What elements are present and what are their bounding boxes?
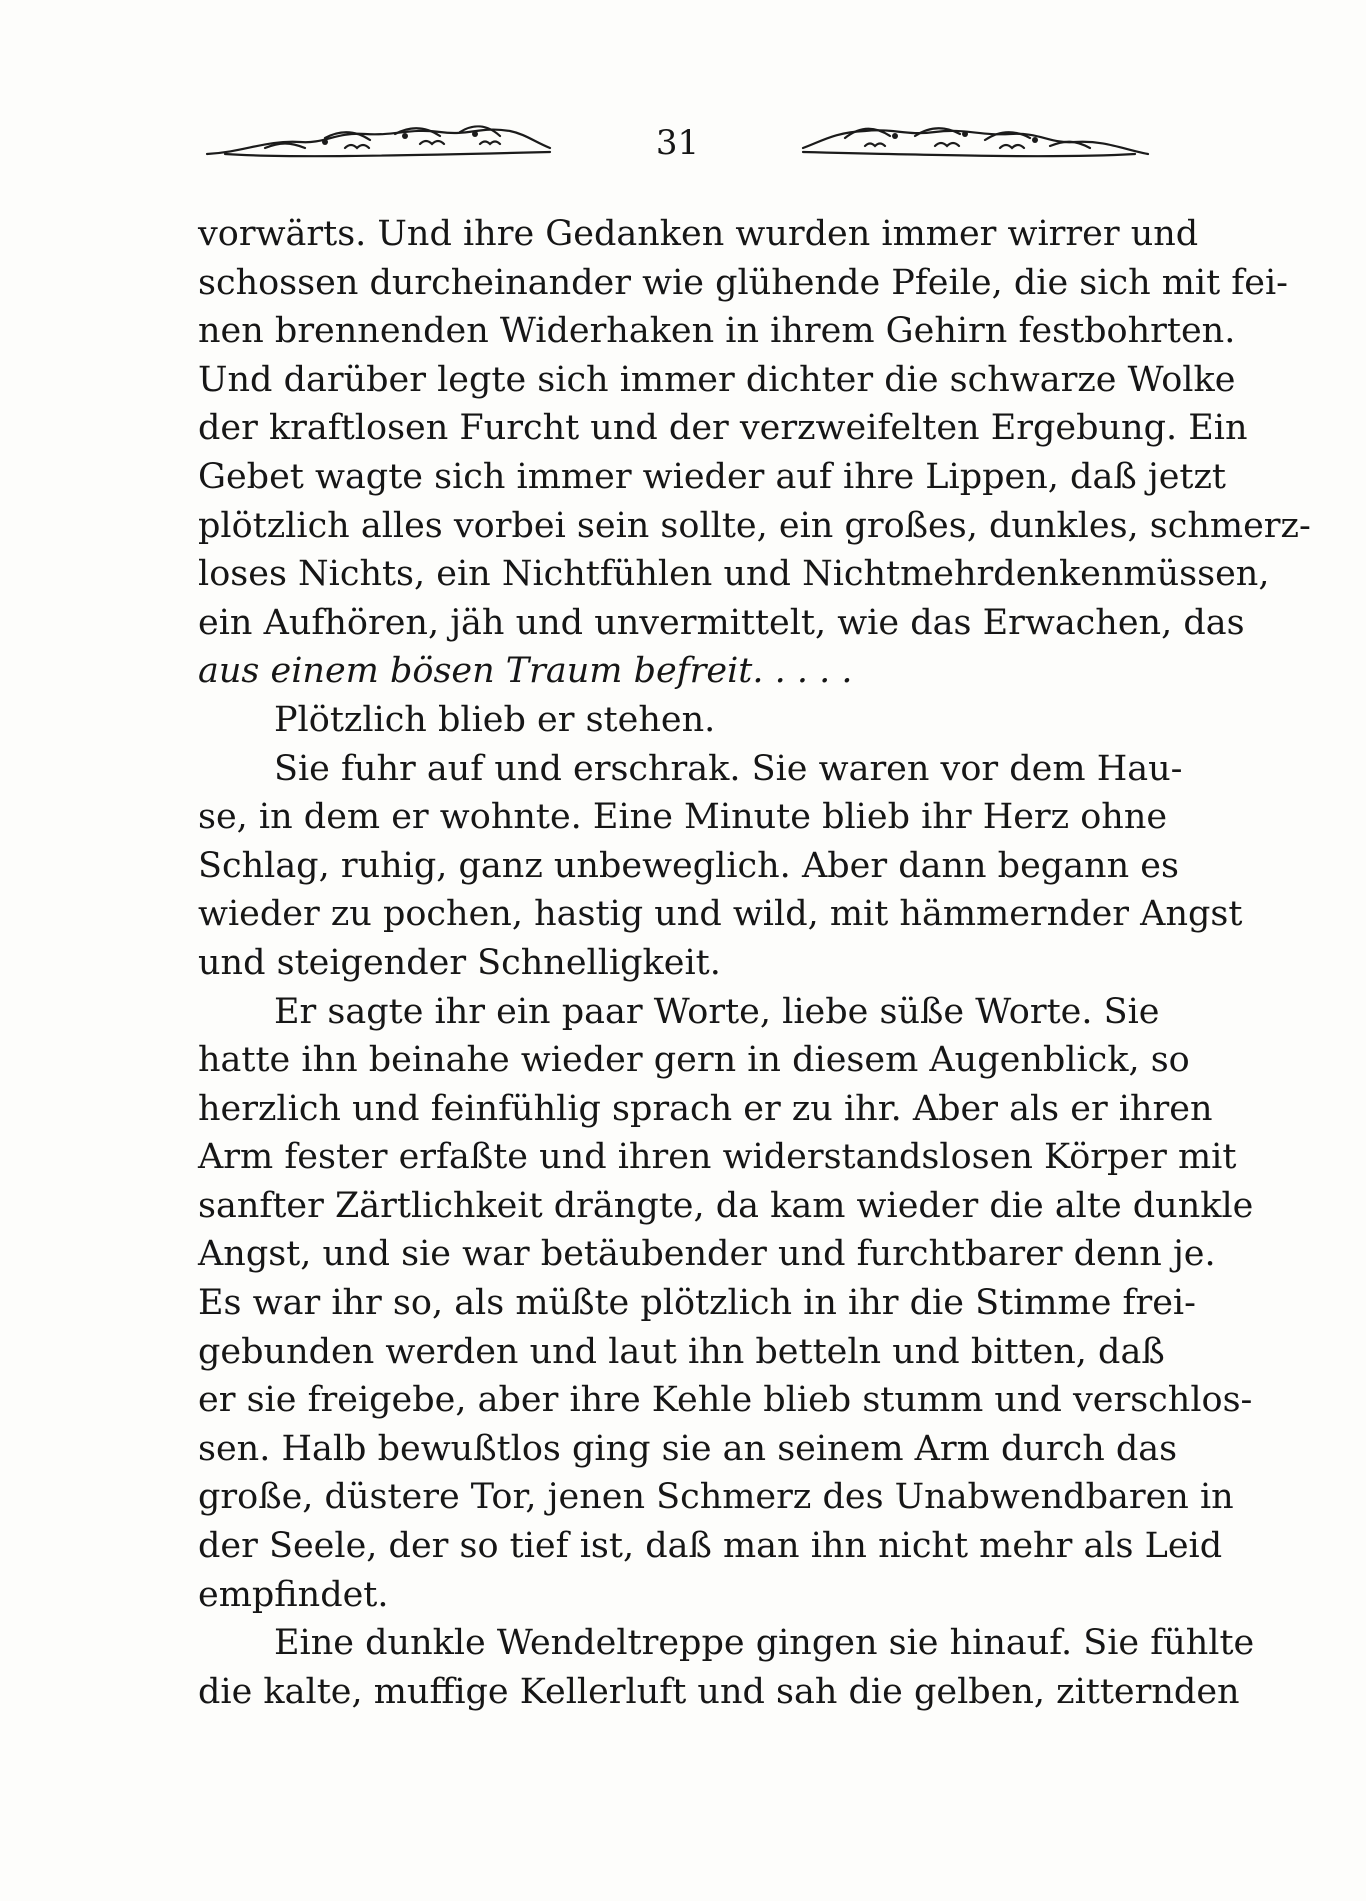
text-line: und steigender Schnelligkeit. <box>198 942 721 983</box>
text-line: er sie freigebe, aber ihre Kehle blieb stumm und verschlos- <box>198 1380 1253 1421</box>
text-line: plötzlich alles vorbei sein sollte, ein großes, dunkles, schmerz- <box>198 505 1311 546</box>
text-line: sen. Halb bewußtlos ging sie an seinem Arm durch das <box>198 1428 1178 1469</box>
text-line: wieder zu pochen, hastig und wild, mit hämmernder Angst <box>198 894 1243 935</box>
text-line: empfindet. <box>198 1574 389 1615</box>
page-header <box>205 118 1150 178</box>
text-line: die kalte, muffige Kellerluft und sah die gelben, zitternden <box>198 1671 1240 1712</box>
text-line: nen brennenden Widerhaken in ihrem Gehirn festbohrten. <box>198 311 1236 352</box>
page-number: 31 <box>655 123 700 163</box>
text-line: sanfter Zärtlichkeit drängte, da kam wieder die alte dunkle <box>198 1185 1254 1226</box>
text-line: herzlich und feinfühlig sprach er zu ihr. Aber als er ihren <box>198 1088 1213 1129</box>
body-text <box>198 210 1311 1716</box>
text-line: Sie fuhr auf und erschrak. Sie waren vor dem Hau- <box>274 748 1183 789</box>
text-line: große, düstere Tor, jenen Schmerz des Unabwendbaren in <box>198 1477 1234 1518</box>
text-line: der kraftlosen Furcht und der verzweifelten Ergebung. Ein <box>198 408 1248 449</box>
text-line: Schlag, ruhig, ganz unbeweglich. Aber dann begann es <box>198 845 1179 886</box>
text-line: Arm fester erfaßte und ihren widerstandslosen Körper mit <box>198 1137 1237 1178</box>
text-line: Eine dunkle Wendeltreppe gingen sie hinauf. Sie fühlte <box>274 1623 1255 1664</box>
text-line: Es war ihr so, als müßte plötzlich in ihr die Stimme frei- <box>198 1283 1196 1324</box>
text-line: se, in dem er wohnte. Eine Minute blieb ihr Herz ohne <box>198 797 1168 838</box>
text-line: Und darüber legte sich immer dichter die schwarze Wolke <box>198 359 1236 400</box>
text-line: Er sagte ihr ein paar Worte, liebe süße Worte. Sie <box>274 991 1160 1032</box>
text-line: hatte ihn beinahe wieder gern in diesem Augenblick, so <box>198 1040 1190 1081</box>
text-line: gebunden werden und laut ihn betteln und bitten, daß <box>198 1331 1165 1372</box>
text-line: Gebet wagte sich immer wieder auf ihre Lippen, daß jetzt <box>198 456 1226 497</box>
text-line: Angst, und sie war betäubender und furchtbarer denn je. <box>198 1234 1216 1275</box>
text-line: schossen durcheinander wie glühende Pfeile, die sich mit fei- <box>198 262 1288 303</box>
text-line: Plötzlich blieb er stehen. <box>274 699 716 740</box>
text-line: aus einem bösen Traum befreit. . . . . <box>198 651 853 692</box>
text-line: loses Nichts, ein Nichtfühlen und Nichtmehrdenkenmüssen, <box>198 554 1270 595</box>
text-line: ein Aufhören, jäh und unvermittelt, wie das Erwachen, das <box>198 602 1245 643</box>
text-line: vorwärts. Und ihre Gedanken wurden immer wirrer und <box>198 214 1199 254</box>
text-line: der Seele, der so tief ist, daß man ihn nicht mehr als Leid <box>198 1526 1223 1567</box>
